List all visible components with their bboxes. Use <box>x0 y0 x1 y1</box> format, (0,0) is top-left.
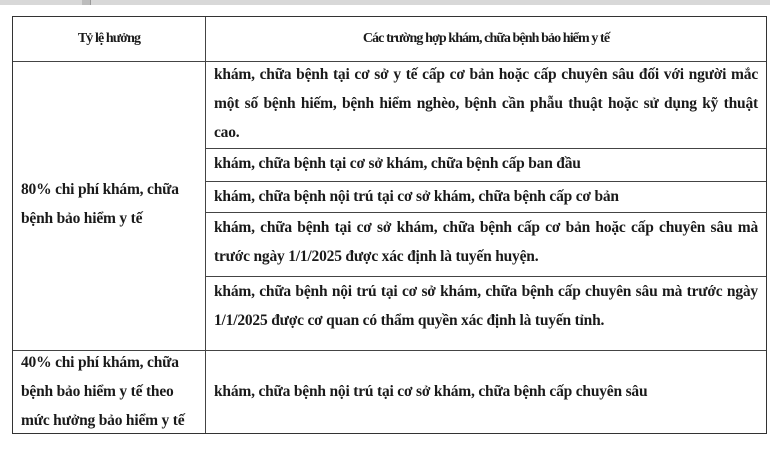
insurance-benefit-table <box>12 16 767 434</box>
case-row: khám, chữa bệnh nội trú tại cơ sở khám, chữa bệnh cấp cơ bản <box>214 188 619 205</box>
case-row: khám, chữa bệnh nội trú tại cơ sở khám, chữa bệnh cấp chuyên sâu mà trước ngày 1/1/2025 được cơ quan có thẩm quyền xác định là tuyến tỉnh. <box>214 283 758 329</box>
header-cases: Các trường hợp khám, chữa bệnh bảo hiểm y tế <box>362 31 610 46</box>
scroll-marker <box>82 0 91 5</box>
case-row: khám, chữa bệnh nội trú tại cơ sở khám, chữa bệnh cấp chuyên sâu <box>214 383 648 400</box>
case-row: khám, chữa bệnh tại cơ sở y tế cấp cơ bản hoặc cấp chuyên sâu đối với người mắc một số bệnh hiếm, bệnh hiểm nghèo, bệnh cần phẫu thuật hoặc sử dụng kỹ thuật cao. <box>214 66 758 141</box>
case-row: khám, chữa bệnh tại cơ sở khám, chữa bệnh cấp cơ bản hoặc cấp chuyên sâu mà trước ngày 1/1/2025 được xác định là tuyến huyện. <box>214 219 758 265</box>
case-row: khám, chữa bệnh tại cơ sở khám, chữa bệnh cấp ban đầu <box>214 155 581 172</box>
rate-40-percent: 40% chi phí khám, chữa bệnh bảo hiểm y tế theo mức hưởng bảo hiểm y tế <box>21 354 185 429</box>
rate-80-percent: 80% chi phí khám, chữa bệnh bảo hiểm y tế <box>21 181 179 227</box>
window-top-strip <box>0 0 770 5</box>
header-rate: Tỷ lệ hưởng <box>77 31 141 46</box>
